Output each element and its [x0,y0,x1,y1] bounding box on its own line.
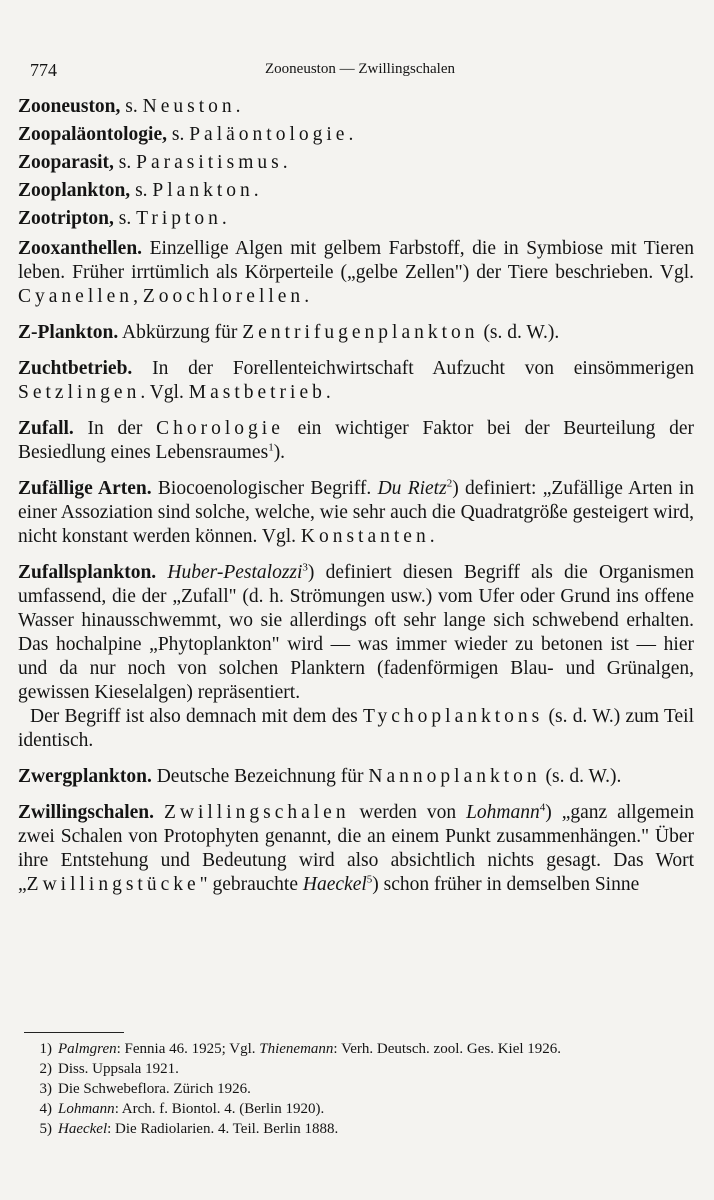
entry-z-plankton: Z-Plankton. Abkürzung für Zentrifugenplankton (s. d. W.). [18,322,560,343]
entry-zootripton: Zootripton, s. Tripton. [18,208,227,229]
footnote-marker: 5 [366,873,373,886]
entry-zooparasit: Zooparasit, s. Parasitismus. [18,152,288,173]
author-name: Lohmann [58,1101,115,1117]
footnote-marker: 1 [268,441,274,454]
footnote: 3) Die Schwebeflora. Zürich 1926. [24,1080,694,1099]
entry-term: Zufall. [18,418,74,439]
page-header [30,60,690,84]
entry-term: Zwergplankton. [18,766,152,787]
entry-zufaellige-arten: Zufällige Arten. Biocoenologischer Begriff. Du Rietz$^2$) definiert: „Zufällige Arten in einer Assoziation sind solche, welche, wie sehr auch die Quadratgröße gesteigert wird, nicht konstant werden können. Vgl. Konstanten. [18,477,695,547]
cross-reference: Zentrifugenplankton [242,322,479,343]
entry-term: Zoopaläontologie, [18,124,167,145]
entry-zufallsplankton: Zufallsplankton. Huber-Pestalozzi$^3$) definiert diesen Begriff als die Organismen umfassend, die der „Zufall" (d. h. Strömungen usw.) vom Ufer oder Grund ins offene Wasser hinausschwemmt, wo sie allerdings oft sehr lange sich schwebend erhalten. Das hochalpine „Phytoplankton" wird — was immer wieder zu betonen ist — hier und da nur noch von solchen Planktern (fadenförmigen Blau- und Grünalgen, gewissen Kieselalgen) repräsentiert. [18,561,694,703]
entry-term: Zufallsplankton. [18,562,157,583]
entry-zooxanthellen: Zooxanthellen. Einzellige Algen mit gelbem Farbstoff, die in Symbiose mit Tieren leben. Früher irrtümlich als Körperteile („gelbe Zellen") der Tiere beschrieben. Vgl. Cyanellen, Zoochlorellen. [18,238,694,307]
footnote: 5) Haeckel: Die Radiolarien. 4. Teil. Berlin 1888. [24,1120,694,1139]
author-name: Lohmann [466,802,540,823]
author-name: Du Rietz [377,478,447,499]
entry-term: Zooxanthellen. [18,238,143,259]
footnote-rule [24,1032,124,1033]
entry-term: Zuchtbetrieb. [18,358,133,379]
entry-term: Zooneuston, [18,96,121,117]
entry-zwergplankton: Zwergplankton. Deutsche Bezeichnung für Nannoplankton (s. d. W.). [18,766,622,787]
page-number: 774 [30,60,57,80]
entry-term: Zufällige Arten. [18,478,152,499]
cross-reference: Parasitismus [136,152,283,173]
entry-term: Zootripton, [18,208,114,229]
cross-reference: Zwillingschalen [163,802,350,823]
footnote-number: 5) [39,1121,52,1137]
dictionary-entries [18,95,694,897]
author-name: Palmgren [58,1041,117,1057]
author-name: Huber-Pestalozzi [167,562,303,583]
cross-reference: Zwillingstücke [26,874,200,895]
author-name: Thienemann [259,1041,334,1057]
cross-reference: Setzlingen [18,382,141,403]
entry-zufall: Zufall. In der Chorologie ein wichtiger Faktor bei der Beurteilung der Besiedlung eines Lebensraumes$^1$). [18,418,694,463]
entry-term: Zooparasit, [18,152,114,173]
cross-reference: Konstanten [300,526,430,547]
entry-term: Z-Plankton. [18,322,119,343]
cross-reference: Nannoplankton [368,766,541,787]
cross-reference: Mastbetrieb [188,382,326,403]
footnote-number: 2) [39,1061,52,1077]
footnote-marker: 3 [302,561,308,574]
author-name: Haeckel [58,1121,108,1137]
cross-reference: Zoochlorellen [142,286,305,307]
cross-reference: Tychoplanktons [362,706,544,727]
entry-zoopalaeontologie: Zoopaläontologie, s. Paläontologie. [18,124,354,145]
running-head: Zooneuston — Zwillingschalen [265,61,455,77]
footnote: 4) Lohmann: Arch. f. Biontol. 4. (Berlin 1920). [24,1100,694,1119]
cross-reference: Chorologie [156,418,284,439]
footnote-marker: 4 [539,801,546,814]
cross-reference: Neuston [142,96,236,117]
entry-zooplankton: Zooplankton, s. Plankton. [18,180,259,201]
cross-reference: Cyanellen [18,286,134,307]
footnote: 2) Diss. Uppsala 1921. [24,1060,694,1079]
cross-reference: Paläontologie [189,124,349,145]
footnote-number: 1) [39,1041,52,1057]
footnote-number: 4) [39,1101,52,1117]
entry-zooneuston: Zooneuston, s. Neuston. [18,96,241,117]
author-name: Haeckel [302,874,367,895]
footnote-marker: 2 [446,477,453,490]
entry-term: Zooplankton, [18,180,131,201]
footnotes [24,1040,694,1139]
footnote-number: 3) [39,1081,52,1097]
entry-zuchtbetrieb: Zuchtbetrieb. In der Forellenteichwirtschaft Aufzucht von einsömmerigen Setzlingen. Vgl. Mastbetrieb. [18,358,694,403]
entry-zufallsplankton-para2: Der Begriff ist also demnach mit dem des Tychoplanktons (s. d. W.) zum Teil identisch. [18,706,694,751]
entry-term: Zwillingschalen. [18,802,154,823]
entry-zwillingschalen: Zwillingschalen. Zwillingschalen werden von Lohmann$^4$) „ganz allgemein zwei Schalen von Protophyten genannt, die an einem Punkt zusammenhängen." Über ihre Entstehung und Bedeutung wird also absichtlich nichts gesagt. Das Wort „Zwillingstücke" gebrauchte Haeckel$^5$) schon früher in demselben Sinne [18,801,695,895]
cross-reference: Tripton [136,208,222,229]
footnote: 1) Palmgren: Fennia 46. 1925; Vgl. Thienemann: Verh. Deutsch. zool. Ges. Kiel 1926. [24,1040,694,1059]
cross-reference: Plankton [152,180,254,201]
